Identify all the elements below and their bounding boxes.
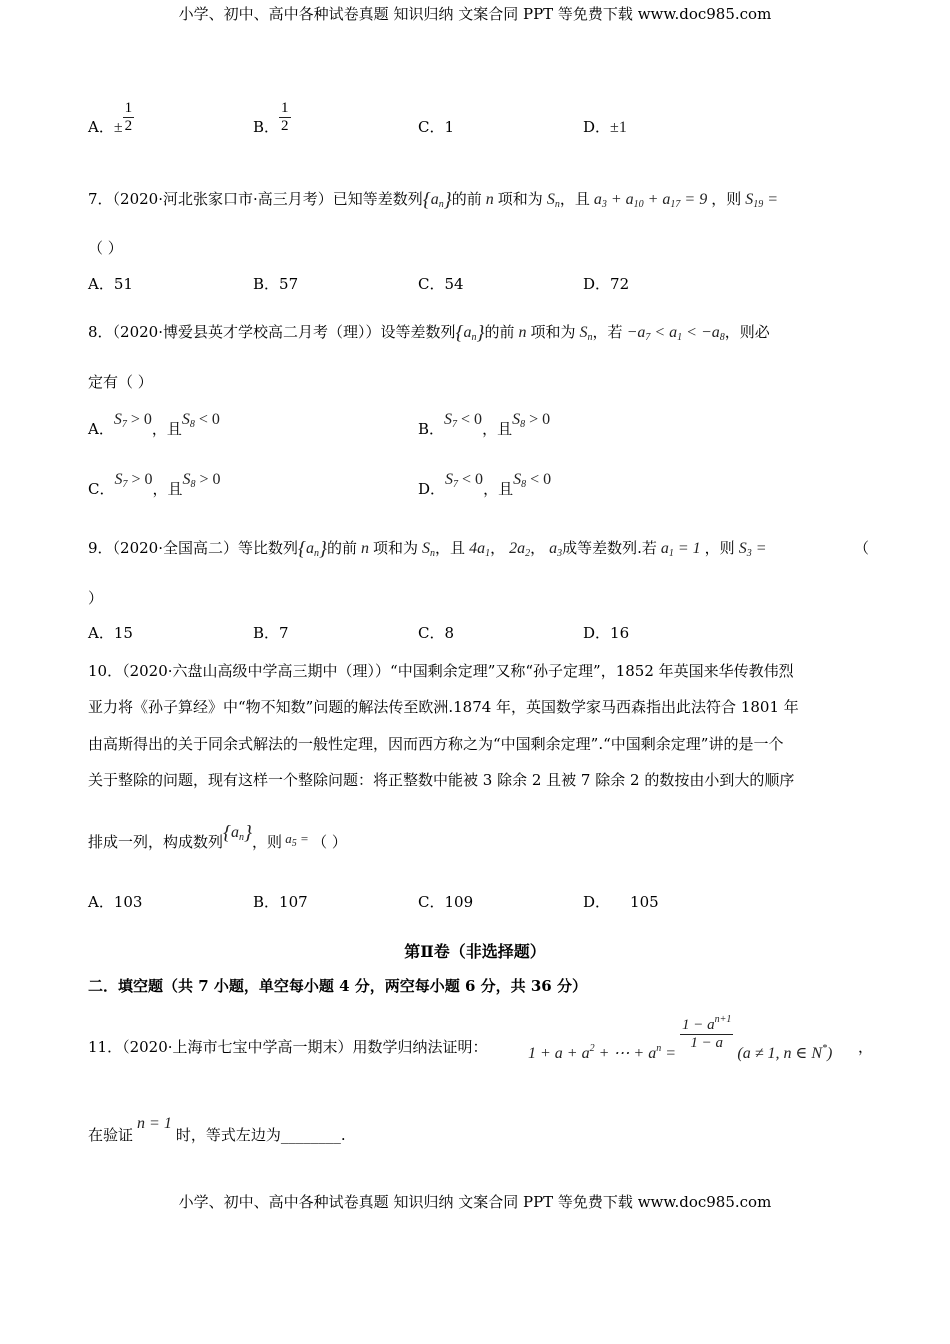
q8-text-1: 设等差数列 [380,323,456,341]
q8-option-c [88,471,221,500]
q8-n: n [514,324,531,341]
q11-formula [528,1014,833,1062]
q8-source: （2020·博爱县英才学校高二月考（理）） [112,323,381,341]
s8-relation: > 0 [529,411,551,428]
q6-option-b [253,99,291,137]
s8-relation: < 0 [530,471,552,488]
fraction-denominator: 1 − a [690,1035,723,1051]
q10-number: 10． [88,662,123,680]
s7-relation: > 0 [130,411,152,428]
q9-text-4: ，且 [435,539,466,557]
q7-option-d [583,273,629,294]
q8-seq-an: $\{a_n\}$ [455,322,485,344]
q7-text-4: ，且 [559,190,590,208]
q8-text-5: ，则必 [724,323,770,341]
q11-formula-lhs: $1 + a + a^2$ + ⋯ + $a^n$ = [528,1042,680,1062]
option-label: D． [583,624,611,642]
q11-line-1 [88,1036,488,1057]
q7-stem [88,188,778,212]
s7: $S_7$ [113,411,127,430]
option-label: A． [88,624,114,642]
q11-text-2: ， [858,1038,874,1056]
option-label: A． [88,275,114,293]
fraction-denominator: 2 [124,117,133,134]
q7-seq-an: $\{a_n\}$ [422,189,452,211]
q9-text-3: 项和为 [373,539,419,557]
option-label: C． [88,480,115,498]
option-value: 57 [279,275,299,293]
q6-option-a-prefix: ± [113,119,123,136]
q8-condition: $-a_7 < a_1 < -a_8$ [622,324,725,343]
option-label: C． [418,893,445,911]
q8-sn: $S_n$ [575,324,593,343]
q9-text-2: 的前 [327,539,358,557]
section-subtitle: 二．填空题（共 7 小题，单空每小题 4 分，两空每小题 6 分，共 36 分） [88,977,587,995]
qie-text: ，且 [482,420,513,438]
q9-stem [88,537,863,561]
q9-number: 9． [88,539,113,557]
q6-option-c-value: 1 [444,118,455,136]
q9-option-c [418,622,454,643]
q9-option-b [253,622,289,643]
q10-line-2: 亚力将《孙子算经》中“物不知数”问题的解法传至欧洲.1874 年，英国数学家马西森指出此法符合 1801 年 [88,698,799,716]
q7-s19: $S_{19}$ = [741,191,779,210]
q9-paren-open: （ [854,539,870,557]
option-label: B． [253,275,280,293]
q7-paren: （ ） [88,239,123,257]
q6-option-c [418,116,454,137]
fraction-numerator: $1 - a^{n+1}$ [681,1014,732,1033]
q9-paren-close: ） [88,589,104,607]
option-label: C． [418,624,445,642]
s8: $S_8$ [182,471,196,490]
q9-a3: $a_3$ [545,540,563,559]
option-value: 8 [444,624,455,642]
q8-text-3: 项和为 [530,323,576,341]
q7-text-2: 的前 [451,190,482,208]
qie-text: ，且 [152,480,183,498]
q10-option-a [88,891,142,912]
q10-line-5c: （ ） [312,833,347,851]
q7-text-3: 项和为 [497,190,543,208]
s7-relation: < 0 [461,411,483,428]
s7-relation: < 0 [462,471,484,488]
option-value: 105 [630,893,659,911]
q9-text-8: ，则 [704,539,735,557]
q9-text-7: 成等差数列.若 [562,539,657,557]
option-label: C． [418,275,445,293]
q10-line-1-text: （2020·六盘山高级中学高三期中（理））“中国剩余定理”又称“孙子定理”，1852 年英国来华传教伟烈 [122,662,794,680]
q10-line-3: 由高斯得出的关于同余式解法的一般性定理，因而西方称之为“中国剩余定理”.“中国剩余定理”讲的是一个 [88,735,784,753]
q8-number: 8． [88,323,113,341]
s8: $S_8$ [512,411,526,430]
option-label: B． [253,893,280,911]
q9-4a1: $4a_1$ [465,540,491,559]
q6-option-b-label: B． [253,118,280,136]
section-title: 第Ⅱ卷（非选择题） [404,942,546,961]
q6-option-d-value: ±1 [610,119,627,136]
qie-text: ，且 [483,480,514,498]
q10-line-5b: ，则 [252,833,283,851]
q10-line-4: 关于整除的问题，现有这样一个整除问题：将正整数中能被 3 除余 2 且被 7 除余 2 的数按由小到大的顺序 [88,771,795,789]
q10-option-b [253,891,308,912]
s7: $S_7$ [444,411,458,430]
q6-option-c-label: C． [418,118,445,136]
q9-a1-eq: $a_1 = 1$ [656,540,705,559]
s8: $S_8$ [181,411,195,430]
option-value: 107 [279,893,308,911]
q11-formula-fraction [680,1014,733,1052]
q7-option-a [88,273,133,294]
option-value: 109 [444,893,474,911]
q6-option-a [88,99,134,137]
q9-sn: $S_n$ [418,540,436,559]
option-value: 72 [610,275,630,293]
q6-option-d-label: D． [583,118,611,136]
q10-option-c [418,891,473,912]
q8-text-6: 定有（ ） [88,373,153,391]
q11-line-2 [88,1115,346,1145]
q8-stem [88,321,770,345]
q9-option-a [88,622,133,643]
q9-text-6: ， [530,539,546,557]
q9-text-5: ， [490,539,506,557]
option-label: D． [583,893,611,911]
s8-relation: < 0 [198,411,220,428]
q11-formula-condition: (a ≠ 1, n ∈ N*) [733,1042,833,1062]
q7-condition: $a_3 + a_{10} + a_{17} = 9$ [589,191,712,210]
q10-line-1 [88,660,794,681]
q8-text-4: ，若 [592,323,623,341]
q7-option-b [253,273,298,294]
option-label: A． [88,893,114,911]
q7-text-1: 已知等差数列 [332,190,423,208]
q11-text-1: 用数学归纳法证明： [352,1038,488,1056]
page-header: 小学、初中、高中各种试卷真题 知识归纳 文案合同 PPT 等免费下载 www.doc985.com [178,5,772,23]
q11-text-4: 时，等式左边为________. [175,1126,346,1144]
q10-a5: $a_5$ = [282,831,313,849]
q9-source: （2020·全国高二） [112,539,238,557]
option-value: 15 [113,624,133,642]
s8: $S_8$ [513,471,527,490]
q11-number: 11． [88,1038,123,1056]
q10-option-d [583,891,659,912]
option-label: D． [418,480,446,498]
option-label: A． [88,420,114,438]
q11-source: （2020·上海市七宝中学高一期末） [122,1038,353,1056]
q7-text-5: ，则 [711,190,742,208]
q9-seq-an: $\{a_n\}$ [298,538,328,560]
q9-option-d [583,622,629,643]
q7-sn: $S_n$ [542,191,560,210]
q6-option-a-fraction [123,100,135,135]
s8-relation: > 0 [199,471,221,488]
option-value: 103 [113,893,143,911]
q6-option-a-label: A． [88,118,114,136]
q9-text-1: 等比数列 [238,539,299,557]
q7-option-c [418,273,464,294]
q11-n-eq-1: n = 1 [133,1115,176,1132]
q8-text-2: 的前 [484,323,515,341]
option-label: B． [253,624,280,642]
option-label: D． [583,275,611,293]
fraction-numerator: 1 [281,99,289,116]
q9-n: n [357,540,374,557]
s7-relation: > 0 [131,471,153,488]
q10-seq-an: $\{a_n\}$ [223,822,253,844]
q8-option-b [418,411,551,440]
page-footer: 小学、初中、高中各种试卷真题 知识归纳 文案合同 PPT 等免费下载 www.doc985.com [178,1193,772,1211]
option-value: 7 [279,624,289,642]
q11-text-3: 在验证 [88,1126,134,1144]
q9-2a2: $2a_2$ [505,540,531,559]
q8-option-d [418,471,552,500]
qie-text: ，且 [151,420,182,438]
option-label: B． [418,420,445,438]
q8-option-a [88,411,220,440]
fraction-numerator: 1 [124,99,133,116]
option-value: 16 [610,624,630,642]
q7-number: 7． [88,190,113,208]
q9-s3: $S_3$ = [734,540,767,559]
option-value: 54 [444,275,464,293]
q6-option-d [583,116,627,137]
option-value: 51 [113,275,133,293]
s7: $S_7$ [445,471,459,490]
fraction-denominator: 2 [281,117,289,134]
s7: $S_7$ [114,471,128,490]
q10-line-5a: 排成一列，构成数列 [88,833,224,851]
q6-option-b-fraction [279,100,291,135]
q7-n: n [481,191,498,208]
q7-source: （2020·河北张家口市·高三月考） [112,190,333,208]
q10-line-5 [88,822,347,855]
